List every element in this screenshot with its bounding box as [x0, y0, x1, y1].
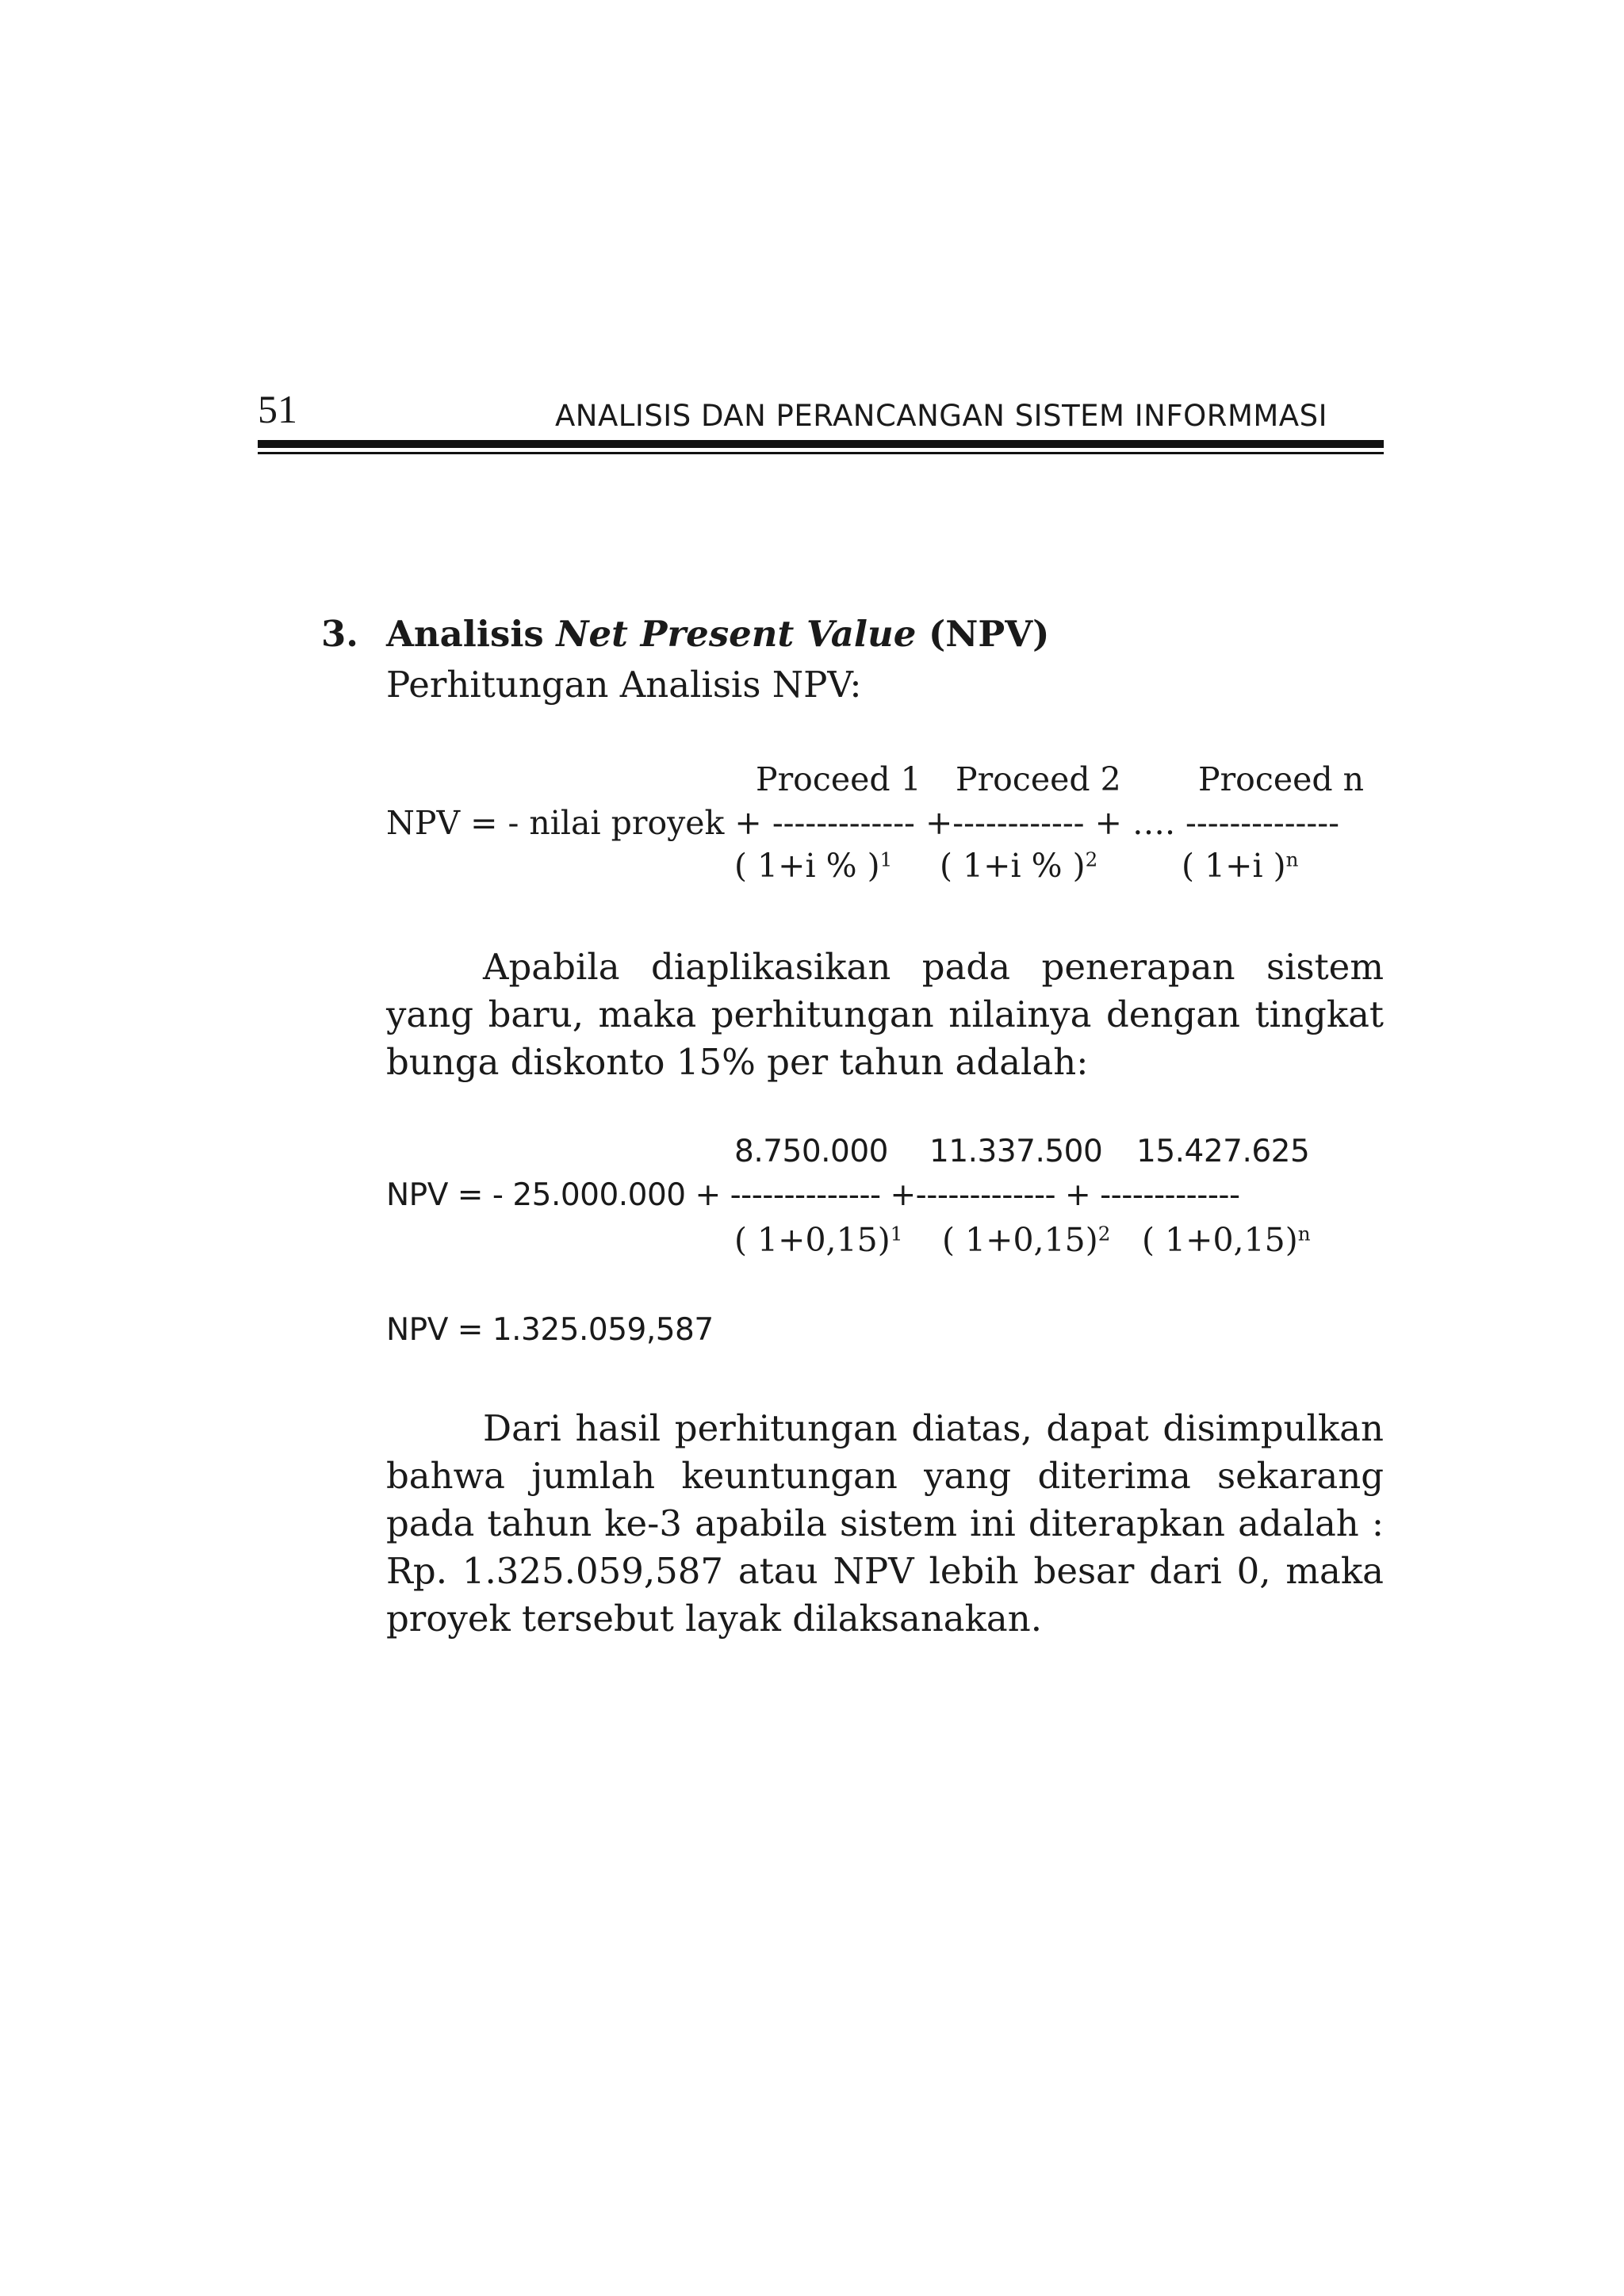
denominator-base: ( 1+i % )	[734, 847, 880, 885]
formula-applied-numerator-1: 8.750.000	[734, 1134, 888, 1169]
formula-applied-numerator-3: 15.427.625	[1136, 1134, 1310, 1169]
denominator-base: ( 1+0,15)	[942, 1221, 1098, 1259]
page-number: 51	[258, 387, 297, 431]
denominator-exponent: n	[1285, 848, 1299, 871]
header-rule-thin	[258, 452, 1384, 454]
section-title	[386, 610, 1049, 658]
formula-general-denominator-1	[734, 844, 892, 888]
section-title-prefix: Analisis	[386, 613, 557, 655]
formula-general-numerator-3: Proceed n	[1198, 760, 1365, 798]
formula-applied-denominator-1	[734, 1218, 902, 1262]
formula-general-numerator-1: Proceed 1	[756, 760, 921, 798]
denominator-base: ( 1+0,15)	[1142, 1221, 1298, 1259]
denominator-base: ( 1+0,15)	[734, 1221, 891, 1259]
section-number: 3.	[321, 613, 358, 655]
denominator-exponent: 1	[879, 848, 893, 871]
formula-applied-denominator-2	[942, 1218, 1110, 1262]
denominator-exponent: 2	[1085, 848, 1098, 871]
paragraph-conclusion	[386, 1405, 1384, 1643]
formula-general-denominator-3	[1182, 844, 1298, 888]
denominator-exponent: 1	[890, 1222, 903, 1246]
denominator-exponent: 2	[1097, 1222, 1111, 1246]
formula-applied-numerator-2: 11.337.500	[929, 1134, 1103, 1169]
running-header-title: ANALISIS DAN PERANCANGAN SISTEM INFORMMASI	[555, 399, 1328, 433]
paragraph-conclusion-text: Dari hasil perhitungan diatas, dapat disimpulkan bahwa jumlah keuntungan yang diterima sekarang pada tahun ke-3 apabila sistem ini diterapkan adalah : Rp. 1.325.059,587 atau NPV lebih besar dari 0, maka proyek tersebut layak dilaksanakan.	[386, 1407, 1384, 1640]
denominator-exponent: n	[1297, 1222, 1311, 1246]
section-title-suffix: (NPV)	[916, 613, 1050, 655]
denominator-base: ( 1+i )	[1182, 847, 1286, 885]
section-subtitle: Perhitungan Analisis NPV:	[386, 664, 862, 706]
npv-result: NPV = 1.325.059,587	[386, 1312, 714, 1348]
header-rule-thick	[258, 440, 1384, 448]
formula-general-line: NPV = - nilai proyek + ------------- +------------ + …. --------------	[386, 804, 1339, 842]
denominator-base: ( 1+i % )	[940, 847, 1086, 885]
paragraph-application-text: Apabila diaplikasikan pada penerapan sistem yang baru, maka perhitungan nilainya dengan tingkat bunga diskonto 15% per tahun adalah:	[386, 946, 1384, 1083]
section-title-italic: Net Present Value	[556, 613, 917, 655]
formula-applied-line: NPV = - 25.000.000 + -------------- +------------- + -------------	[386, 1177, 1240, 1213]
formula-applied-denominator-3	[1142, 1218, 1311, 1262]
formula-general-numerator-2: Proceed 2	[956, 760, 1121, 798]
paragraph-application	[386, 943, 1384, 1086]
formula-general-denominator-2	[940, 844, 1097, 888]
